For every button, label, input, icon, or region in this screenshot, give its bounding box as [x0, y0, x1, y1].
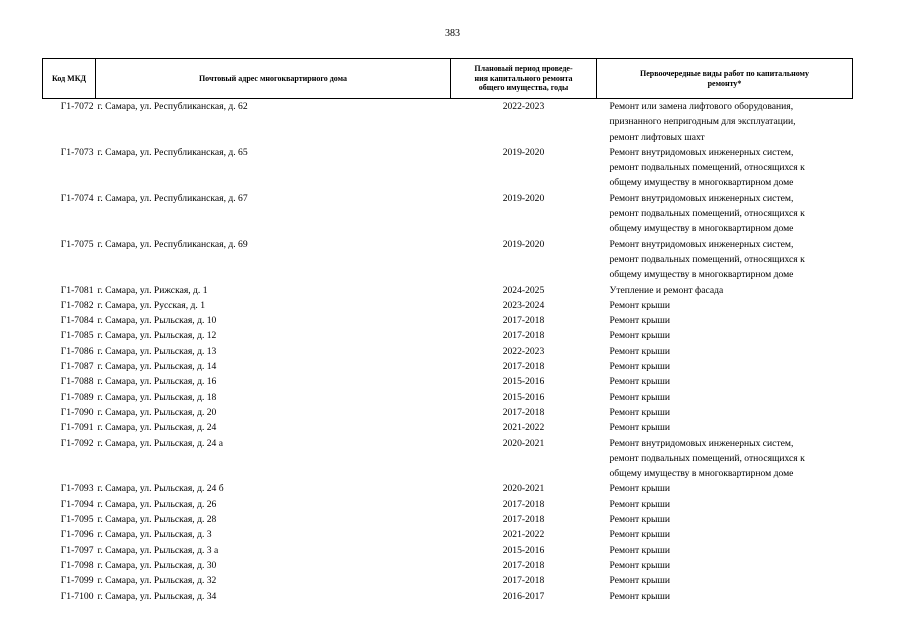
works-cell: [597, 573, 853, 588]
table-row: [43, 436, 853, 482]
period-cell: 2023-2024: [502, 299, 545, 311]
table-row: [43, 99, 853, 145]
mkd-code-cell: Г1-7085: [60, 330, 94, 342]
period-cell: 2021-2022: [502, 422, 545, 434]
works-line: общему имуществу в многоквартирном доме: [609, 223, 794, 235]
works-line: Ремонт крыши: [609, 406, 670, 418]
header-period-line: Плановый период проведе-: [474, 64, 573, 74]
works-line: Ремонт крыши: [609, 544, 670, 556]
table-row: [43, 283, 853, 298]
period-cell: 2020-2021: [502, 437, 545, 449]
address-cell: г. Самара, ул. Рыльская, д. 24 б: [97, 483, 224, 495]
table-row: [43, 390, 853, 405]
period-cell: 2017-2018: [502, 330, 545, 342]
works-cell: [597, 589, 853, 604]
works-cell: [597, 191, 853, 237]
works-line: Ремонт крыши: [609, 575, 670, 587]
period-cell: 2015-2016: [502, 376, 545, 388]
table-row: [43, 481, 853, 496]
works-line: Ремонт крыши: [609, 590, 670, 602]
table-row: [43, 512, 853, 527]
works-line: ремонт подвальных помещений, относящихся к: [609, 208, 805, 220]
works-line: общему имуществу в многоквартирном доме: [609, 269, 794, 281]
address-cell: г. Самара, ул. Рыльская, д. 3: [97, 529, 212, 541]
works-line: Ремонт крыши: [609, 483, 670, 495]
address-cell: г. Самара, ул. Рыльская, д. 18: [97, 391, 217, 403]
period-cell: 2015-2016: [502, 544, 545, 556]
works-cell: [597, 313, 853, 328]
address-cell: г. Самара, ул. Рыльская, д. 3 а: [97, 544, 219, 556]
works-line: ремонт лифтовых шахт: [609, 131, 705, 143]
works-cell: [597, 344, 853, 359]
works-cell: [597, 390, 853, 405]
period-cell: 2017-2018: [502, 514, 545, 526]
address-cell: г. Самара, ул. Рыльская, д. 24: [97, 422, 217, 434]
works-line: Ремонт или замена лифтового оборудования,: [609, 101, 794, 112]
works-line: Ремонт крыши: [609, 529, 670, 541]
works-line: ремонт подвальных помещений, относящихся к: [609, 253, 805, 265]
table-row: [43, 313, 853, 328]
works-line: Ремонт внутридомовых инженерных систем,: [609, 238, 794, 250]
table-row: [43, 191, 853, 237]
table-row: [43, 543, 853, 558]
works-line: Ремонт крыши: [609, 330, 670, 342]
period-cell: 2022-2023: [502, 345, 545, 357]
header-works-line: Первоочередные виды работ по капитальному: [639, 69, 809, 78]
address-cell: г. Самара, ул. Рыльская, д. 10: [97, 315, 217, 327]
header-address: Почтовый адрес многоквартирного дома: [96, 59, 451, 99]
works-line: ремонт подвальных помещений, относящихся к: [609, 162, 805, 174]
header-row: [43, 59, 853, 99]
works-line: Ремонт крыши: [609, 422, 670, 434]
period-cell: 2019-2020: [502, 192, 545, 204]
header-period-line: общего имущества, годы: [478, 83, 569, 93]
address-cell: г. Самара, ул. Рыльская, д. 32: [97, 575, 217, 587]
mkd-code-cell: Г1-7072: [60, 101, 94, 112]
header-period: [451, 59, 597, 99]
mkd-code-cell: Г1-7092: [60, 437, 94, 449]
works-line: общему имуществу в многоквартирном доме: [609, 177, 794, 189]
address-cell: г. Самара, ул. Рыльская, д. 16: [97, 376, 217, 388]
table-row: [43, 527, 853, 542]
table-row: [43, 374, 853, 389]
period-cell: 2015-2016: [502, 391, 545, 403]
mkd-code-cell: Г1-7100: [60, 590, 94, 602]
works-cell: [597, 405, 853, 420]
table-row: [43, 328, 853, 343]
address-cell: г. Самара, ул. Рыльская, д. 12: [97, 330, 217, 342]
table-row: [43, 344, 853, 359]
works-cell: [597, 436, 853, 482]
header-code: Код МКД: [43, 59, 96, 99]
table-row: [43, 359, 853, 374]
works-cell: [597, 497, 853, 512]
table-row: [43, 298, 853, 313]
works-line: Ремонт крыши: [609, 361, 670, 373]
works-line: Утепление и ремонт фасада: [609, 284, 724, 296]
works-line: Ремонт крыши: [609, 299, 670, 311]
mkd-code-cell: Г1-7081: [60, 284, 94, 296]
address-cell: г. Самара, ул. Рыльская, д. 13: [97, 345, 217, 357]
mkd-code-cell: Г1-7084: [60, 315, 94, 327]
mkd-code-cell: Г1-7095: [60, 514, 94, 526]
address-cell: г. Самара, ул. Рыльская, д. 24 а: [97, 437, 223, 449]
table-body: [43, 99, 853, 604]
page-number: 383: [445, 28, 460, 39]
mkd-code-cell: Г1-7093: [60, 483, 94, 495]
period-cell: 2017-2018: [502, 315, 545, 327]
mkd-code-cell: Г1-7089: [60, 391, 94, 403]
mkd-code-cell: Г1-7074: [60, 192, 94, 204]
works-cell: [597, 359, 853, 374]
works-cell: [597, 374, 853, 389]
mkd-code-cell: Г1-7094: [60, 498, 94, 510]
period-cell: 2024-2025: [502, 284, 545, 296]
address-cell: г. Самара, ул. Республиканская, д. 65: [97, 146, 248, 158]
table-header: [43, 59, 853, 99]
period-cell: 2020-2021: [502, 483, 545, 495]
table-row: [43, 405, 853, 420]
mkd-code-cell: Г1-7096: [60, 529, 94, 541]
table-row: [43, 573, 853, 588]
mkd-code-cell: Г1-7091: [60, 422, 94, 434]
works-line: Ремонт крыши: [609, 559, 670, 571]
table-row: [43, 145, 853, 191]
works-line: признанного непригодным для эксплуатации,: [609, 116, 796, 128]
table-row: [43, 237, 853, 283]
works-cell: [597, 298, 853, 313]
works-cell: [597, 145, 853, 191]
address-cell: г. Самара, ул. Рыльская, д. 28: [97, 514, 217, 526]
works-cell: [597, 558, 853, 573]
address-cell: г. Самара, ул. Рижская, д. 1: [97, 284, 208, 296]
works-cell: [597, 420, 853, 435]
works-cell: [597, 527, 853, 542]
works-line: Ремонт крыши: [609, 498, 670, 510]
works-cell: [597, 99, 853, 145]
period-cell: 2017-2018: [502, 406, 545, 418]
address-cell: г. Самара, ул. Рыльская, д. 34: [97, 590, 217, 602]
table-row: [43, 589, 853, 604]
works-cell: [597, 481, 853, 496]
works-line: Ремонт крыши: [609, 391, 670, 403]
address-cell: г. Самара, ул. Русская, д. 1: [97, 299, 205, 311]
works-line: Ремонт крыши: [609, 315, 670, 327]
header-works-line: ремонту*: [707, 78, 742, 88]
address-cell: г. Самара, ул. Республиканская, д. 62: [97, 101, 248, 112]
address-cell: г. Самара, ул. Республиканская, д. 69: [97, 238, 248, 250]
works-cell: [597, 237, 853, 283]
mkd-code-cell: Г1-7098: [60, 559, 94, 571]
works-line: Ремонт внутридомовых инженерных систем,: [609, 146, 794, 158]
period-cell: 2016-2017: [502, 590, 545, 602]
mkd-code-cell: Г1-7090: [60, 406, 94, 418]
works-line: Ремонт внутридомовых инженерных систем,: [609, 437, 794, 449]
works-cell: [597, 283, 853, 298]
address-cell: г. Самара, ул. Республиканская, д. 67: [97, 192, 248, 204]
housing-register-table: [42, 58, 853, 604]
period-cell: 2019-2020: [502, 146, 545, 158]
period-cell: 2019-2020: [502, 238, 545, 250]
address-cell: г. Самара, ул. Рыльская, д. 26: [97, 498, 217, 510]
address-cell: г. Самара, ул. Рыльская, д. 30: [97, 559, 217, 571]
table-row: [43, 497, 853, 512]
period-cell: 2021-2022: [502, 529, 545, 541]
period-cell: 2017-2018: [502, 559, 545, 571]
period-cell: 2017-2018: [502, 361, 545, 373]
mkd-code-cell: Г1-7073: [60, 146, 94, 158]
mkd-code-cell: Г1-7097: [60, 544, 94, 556]
works-line: Ремонт крыши: [609, 376, 670, 388]
works-line: Ремонт крыши: [609, 345, 670, 357]
mkd-code-cell: Г1-7088: [60, 376, 94, 388]
works-cell: [597, 512, 853, 527]
address-cell: г. Самара, ул. Рыльская, д. 14: [97, 361, 217, 373]
period-cell: 2022-2023: [502, 101, 545, 112]
mkd-code-cell: Г1-7082: [60, 299, 94, 311]
period-cell: 2017-2018: [502, 498, 545, 510]
works-line: общему имуществу в многоквартирном доме: [609, 468, 794, 480]
works-line: Ремонт крыши: [609, 514, 670, 526]
works-line: Ремонт внутридомовых инженерных систем,: [609, 192, 794, 204]
mkd-code-cell: Г1-7075: [60, 238, 94, 250]
table-row: [43, 420, 853, 435]
header-period-line: ния капитального ремонта: [474, 73, 573, 83]
period-cell: 2017-2018: [502, 575, 545, 587]
mkd-code-cell: Г1-7087: [60, 361, 94, 373]
works-cell: [597, 543, 853, 558]
works-cell: [597, 328, 853, 343]
table-row: [43, 558, 853, 573]
address-cell: г. Самара, ул. Рыльская, д. 20: [97, 406, 217, 418]
mkd-code-cell: Г1-7099: [60, 575, 94, 587]
header-works: [597, 59, 853, 99]
works-line: ремонт подвальных помещений, относящихся к: [609, 452, 805, 464]
mkd-code-cell: Г1-7086: [60, 345, 94, 357]
